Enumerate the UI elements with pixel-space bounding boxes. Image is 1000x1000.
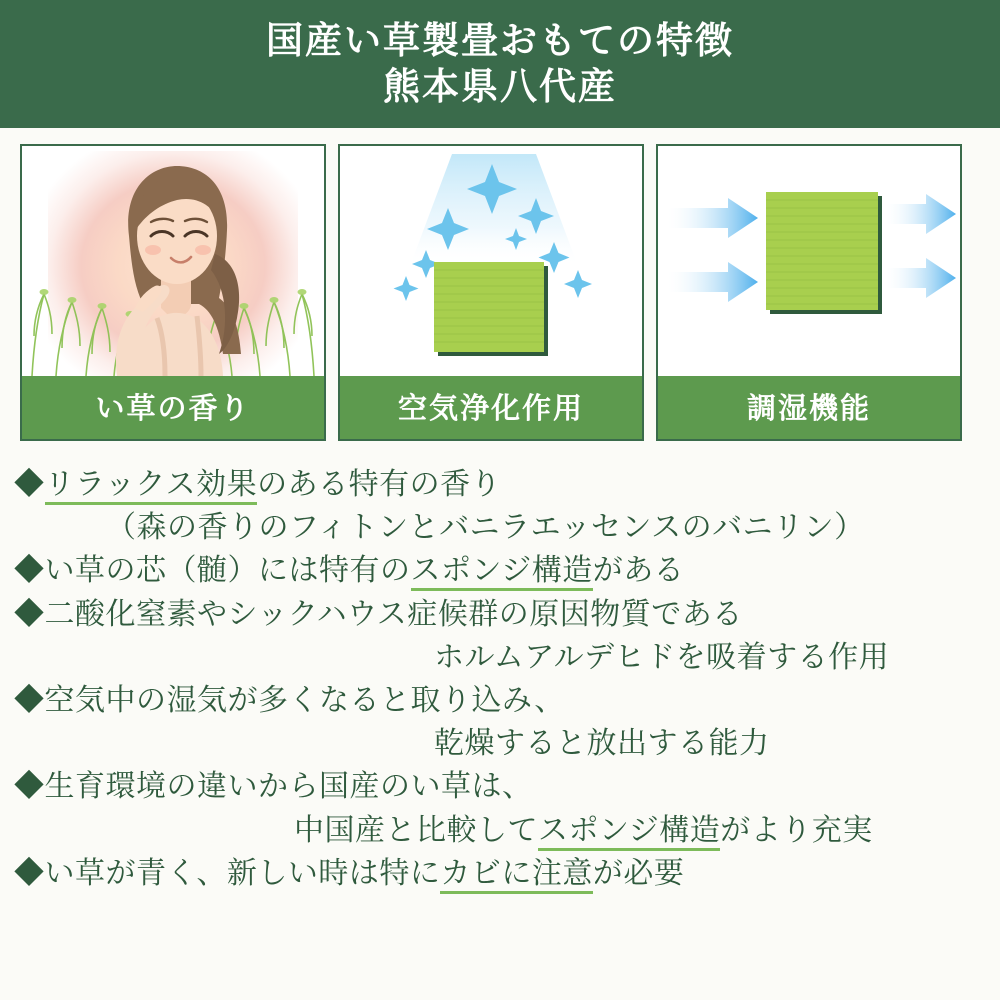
sparkle-beam-icon <box>340 146 642 376</box>
bullet-item <box>14 852 986 895</box>
bullet-item <box>14 765 986 808</box>
bullet-mark: ◆ <box>14 683 45 717</box>
page-title-line2: 熊本県八代産 <box>383 66 617 107</box>
tatami-mat-with-airflow-arrows-illustration <box>658 146 960 376</box>
bullet-item <box>14 636 986 679</box>
bullet-text: 生育環境の違いから国産のい草は、 <box>44 770 533 804</box>
bullet-underlined-text: スポンジ構造 <box>538 814 720 851</box>
bullet-text: 空気中の湿気が多くなると取り込み、 <box>44 683 565 717</box>
feature-card-label: 調湿機能 <box>658 376 960 439</box>
feature-card-label: い草の香り <box>22 376 324 439</box>
bullet-text: い草が青く、新しい時は特に <box>44 856 441 890</box>
bullet-mark: ◆ <box>14 597 45 631</box>
bullet-text: 二酸化窒素やシックハウス症候群の原因物質である <box>44 597 743 631</box>
bullet-item <box>14 679 986 722</box>
airflow-arrows-icon <box>658 146 960 376</box>
bullet-item <box>14 722 986 765</box>
bullet-text: のある特有の香り <box>257 468 502 501</box>
feature-card-scent <box>20 144 326 441</box>
bullet-text: が必要 <box>592 856 685 890</box>
bullet-mark: ◆ <box>14 770 45 804</box>
feature-bullet-list <box>0 441 1000 895</box>
bullet-underlined-text: リラックス効果 <box>45 468 258 505</box>
feature-card-humidity-control <box>656 144 962 441</box>
page-header <box>0 0 1000 128</box>
bullet-text: 乾燥すると放出する能力 <box>434 727 770 761</box>
bullet-text: がより充実 <box>720 813 873 847</box>
bullet-mark: ◆ <box>14 468 45 501</box>
bullet-text: ホルムアルデヒドを吸着する作用 <box>434 640 890 674</box>
feature-card-list <box>0 128 1000 441</box>
bullet-underlined-text: カビに注意 <box>440 857 593 894</box>
bullet-mark: ◆ <box>14 554 45 588</box>
woman-relaxing-with-igusa-grass-illustration <box>22 146 324 376</box>
bullet-item <box>14 809 986 852</box>
bullet-item <box>14 549 986 592</box>
bullet-item <box>14 463 986 506</box>
bullet-text: がある <box>592 554 685 588</box>
tatami-mat-with-sparkles-illustration <box>340 146 642 376</box>
feature-card-label: 空気浄化作用 <box>340 376 642 439</box>
bullet-underlined-text: スポンジ構造 <box>411 554 593 591</box>
page-title-line1: 国産い草製畳おもての特徴 <box>266 19 734 61</box>
woman-illustration-icon <box>73 158 273 376</box>
bullet-item <box>14 506 986 549</box>
bullet-text: （森の香りのフィトンとバニラエッセンスのバニリン） <box>106 511 865 545</box>
feature-card-air-purification <box>338 144 644 441</box>
bullet-text: い草の芯（髄）には特有の <box>44 554 411 588</box>
bullet-mark: ◆ <box>14 856 45 890</box>
bullet-item <box>14 593 986 636</box>
bullet-text: 中国産と比較して <box>294 813 538 847</box>
